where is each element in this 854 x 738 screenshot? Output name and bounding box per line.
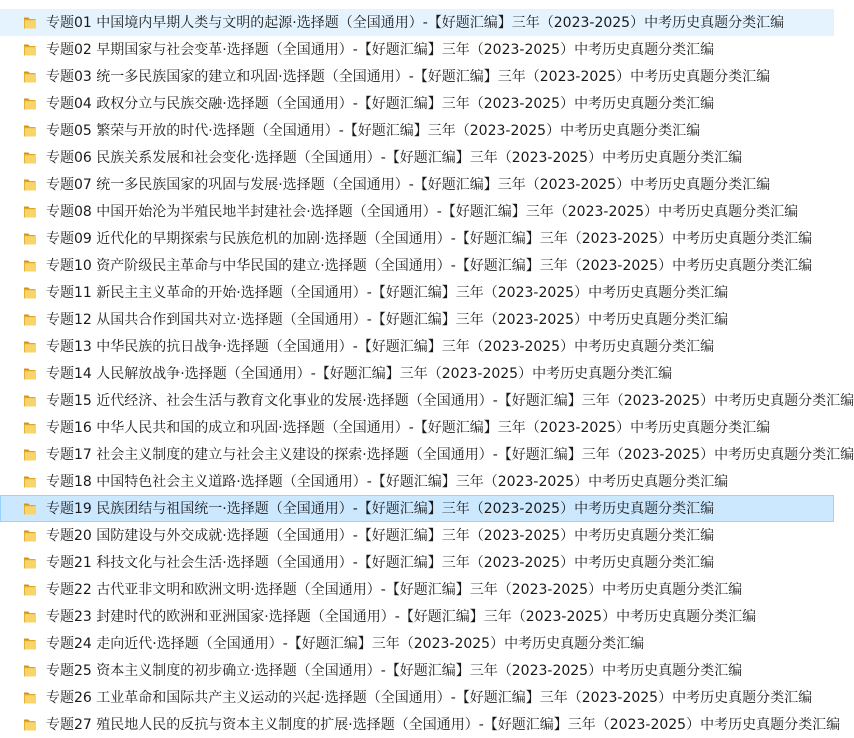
folder-name: 专题18 中国特色社会主义道路·选择题（全国通用）-【好题汇编】三年（2023-2025）中考历史真题分类汇编 [46,474,729,490]
folder-icon [23,528,37,543]
folder-icon [23,366,37,381]
folder-row-6[interactable] [0,144,834,171]
folder-row-18[interactable] [0,468,834,495]
folder-row-22[interactable] [0,576,834,603]
folder-icon [23,150,37,165]
folder-name: 专题20 国防建设与外交成就·选择题（全国通用）-【好题汇编】三年（2023-2025）中考历史真题分类汇编 [46,528,715,544]
folder-name: 专题27 殖民地人民的反抗与资本主义制度的扩展·选择题（全国通用）-【好题汇编】三年（2023-2025）中考历史真题分类汇编 [46,717,841,733]
folder-name: 专题13 中华民族的抗日战争·选择题（全国通用）-【好题汇编】三年（2023-2025）中考历史真题分类汇编 [46,339,715,355]
folder-row-23[interactable] [0,603,834,630]
folder-icon [23,42,37,57]
folder-icon [23,555,37,570]
folder-row-14[interactable] [0,360,834,387]
folder-row-11[interactable] [0,279,834,306]
folder-icon [23,339,37,354]
folder-row-5[interactable] [0,117,834,144]
folder-icon [23,393,37,408]
folder-row-4[interactable] [0,90,834,117]
folder-icon [23,231,37,246]
folder-row-20[interactable] [0,522,834,549]
folder-name: 专题19 民族团结与祖国统一·选择题（全国通用）-【好题汇编】三年（2023-2025）中考历史真题分类汇编 [46,501,715,517]
folder-name: 专题12 从国共合作到国共对立·选择题（全国通用）-【好题汇编】三年（2023-2025）中考历史真题分类汇编 [46,312,729,328]
folder-name: 专题06 民族关系发展和社会变化·选择题（全国通用）-【好题汇编】三年（2023-2025）中考历史真题分类汇编 [46,150,743,166]
folder-name: 专题04 政权分立与民族交融·选择题（全国通用）-【好题汇编】三年（2023-2025）中考历史真题分类汇编 [46,96,715,112]
folder-icon [23,582,37,597]
folder-icon [23,717,37,732]
folder-icon [23,123,37,138]
folder-row-25[interactable] [0,657,834,684]
folder-row-17[interactable] [0,441,854,468]
folder-name: 专题02 早期国家与社会变革·选择题（全国通用）-【好题汇编】三年（2023-2025）中考历史真题分类汇编 [46,42,715,58]
folder-icon [23,501,37,516]
folder-icon [23,447,37,462]
folder-row-1[interactable] [0,9,834,36]
folder-icon [23,636,37,651]
folder-row-16[interactable] [0,414,834,441]
folder-name: 专题07 统一多民族国家的巩固与发展·选择题（全国通用）-【好题汇编】三年（2023-2025）中考历史真题分类汇编 [46,177,771,193]
folder-row-12[interactable] [0,306,834,333]
folder-row-7[interactable] [0,171,834,198]
folder-icon [23,285,37,300]
folder-row-8[interactable] [0,198,834,225]
folder-row-10[interactable] [0,252,834,279]
folder-row-15[interactable] [0,387,854,414]
folder-icon [23,690,37,705]
folder-icon [23,177,37,192]
folder-row-21[interactable] [0,549,834,576]
folder-row-27[interactable] [0,711,841,738]
folder-name: 专题26 工业革命和国际共产主义运动的兴起·选择题（全国通用）-【好题汇编】三年（2023-2025）中考历史真题分类汇编 [46,690,813,706]
folder-icon [23,258,37,273]
folder-row-24[interactable] [0,630,834,657]
folder-icon [23,96,37,111]
folder-icon [23,474,37,489]
folder-name: 专题03 统一多民族国家的建立和巩固·选择题（全国通用）-【好题汇编】三年（2023-2025）中考历史真题分类汇编 [46,69,771,85]
folder-name: 专题17 社会主义制度的建立与社会主义建设的探索·选择题（全国通用）-【好题汇编】三年（2023-2025）中考历史真题分类汇编 [46,447,854,463]
folder-name: 专题01 中国境内早期人类与文明的起源·选择题（全国通用）-【好题汇编】三年（2023-2025）中考历史真题分类汇编 [46,15,785,31]
folder-icon [23,663,37,678]
folder-icon [23,312,37,327]
folder-name: 专题14 人民解放战争·选择题（全国通用）-【好题汇编】三年（2023-2025）中考历史真题分类汇编 [46,366,673,382]
folder-name: 专题21 科技文化与社会生活·选择题（全国通用）-【好题汇编】三年（2023-2025）中考历史真题分类汇编 [46,555,715,571]
folder-row-19[interactable] [0,495,834,522]
folder-row-13[interactable] [0,333,834,360]
folder-icon [23,420,37,435]
folder-name: 专题11 新民主主义革命的开始·选择题（全国通用）-【好题汇编】三年（2023-2025）中考历史真题分类汇编 [46,285,729,301]
folder-name: 专题15 近代经济、社会生活与教育文化事业的发展·选择题（全国通用）-【好题汇编】三年（2023-2025）中考历史真题分类汇编 [46,393,854,409]
folder-name: 专题10 资产阶级民主革命与中华民国的建立·选择题（全国通用）-【好题汇编】三年（2023-2025）中考历史真题分类汇编 [46,258,813,274]
folder-name: 专题23 封建时代的欧洲和亚洲国家·选择题（全国通用）-【好题汇编】三年（2023-2025）中考历史真题分类汇编 [46,609,757,625]
folder-icon [23,69,37,84]
folder-row-3[interactable] [0,63,834,90]
folder-row-9[interactable] [0,225,834,252]
folder-name: 专题09 近代化的早期探索与民族危机的加剧·选择题（全国通用）-【好题汇编】三年（2023-2025）中考历史真题分类汇编 [46,231,813,247]
folder-name: 专题24 走向近代·选择题（全国通用）-【好题汇编】三年（2023-2025）中考历史真题分类汇编 [46,636,645,652]
folder-icon [23,204,37,219]
folder-icon [23,609,37,624]
folder-name: 专题22 古代亚非文明和欧洲文明·选择题（全国通用）-【好题汇编】三年（2023-2025）中考历史真题分类汇编 [46,582,743,598]
folder-row-26[interactable] [0,684,834,711]
folder-name: 专题08 中国开始沦为半殖民地半封建社会·选择题（全国通用）-【好题汇编】三年（2023-2025）中考历史真题分类汇编 [46,204,799,220]
folder-icon [23,15,37,30]
folder-name: 专题16 中华人民共和国的成立和巩固·选择题（全国通用）-【好题汇编】三年（2023-2025）中考历史真题分类汇编 [46,420,771,436]
folder-name: 专题25 资本主义制度的初步确立·选择题（全国通用）-【好题汇编】三年（2023-2025）中考历史真题分类汇编 [46,663,743,679]
folder-row-2[interactable] [0,36,834,63]
folder-name: 专题05 繁荣与开放的时代·选择题（全国通用）-【好题汇编】三年（2023-2025）中考历史真题分类汇编 [46,123,701,139]
